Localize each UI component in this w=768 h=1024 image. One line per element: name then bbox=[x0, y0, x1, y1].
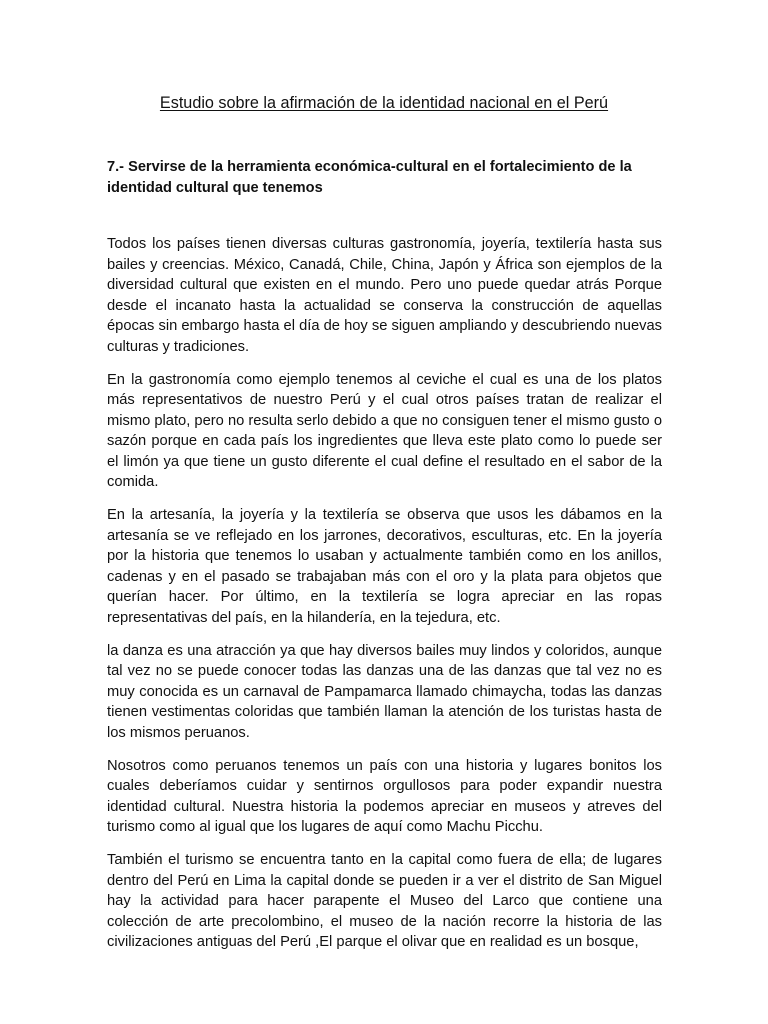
paragraph-intro: Todos los países tienen diversas culturas gastronomía, joyería, textilería hasta sus bailes y creencias. México, Canadá, Chile, China, Japón y África son ejemplos de la diversidad cultural que existen en el mundo. Pero uno puede quedar atrás Porque desde el incanato hasta la actualidad se conserva la construcción de aquellas épocas sin embargo hasta el día de hoy se siguen ampliando y descubriendo nuevas culturas y tradiciones. bbox=[107, 236, 662, 355]
document-body bbox=[107, 234, 662, 965]
section-heading: 7.- Servirse de la herramienta económica-cultural en el fortalecimiento de la identidad cultural que tenemos bbox=[107, 159, 632, 196]
document-title: Estudio sobre la afirmación de la identidad nacional en el Perú bbox=[159, 94, 609, 112]
paragraph-gastronomy: En la gastronomía como ejemplo tenemos al ceviche el cual es una de los platos más representativos de nuestro Perú y el cual otros países tratan de realizar el mismo plato, pero no resulta serlo debido a que no consiguen tener el mismo gusto o sazón porque en cada país los ingredientes que lleva este plato como lo puede ser el limón ya que tiene un gusto diferente el cual define el resultado en el sabor de la comida. bbox=[107, 371, 662, 490]
paragraph-dance: la danza es una atracción ya que hay diversos bailes muy lindos y coloridos, aunque tal vez no se puede conocer todas las danzas una de las danzas que tal vez no es muy conocida es un carnaval de Pampamarca llamado chimaycha, todas las danzas tienen vestimentas coloridas que también llaman la atención de los turistas hasta de los mismos peruanos. bbox=[107, 642, 662, 741]
paragraph-history: Nosotros como peruanos tenemos un país con una historia y lugares bonitos los cuales deberíamos cuidar y sentirnos orgullosos para poder expandir nuestra identidad cultural. Nuestra historia la podemos apreciar en museos y atreves del turismo como al igual que los lugares de aquí como Machu Picchu. bbox=[107, 757, 662, 835]
paragraph-crafts: En la artesanía, la joyería y la textilería se observa que usos les dábamos en la artesanía se ve reflejado en los jarrones, decorativos, esculturas, etc. En la joyería por la historia que tenemos lo usaban y actualmente también como en los anillos, cadenas y en el pasado se trabajaban más con el oro y la plata para objetos que querían hacer. Por último, en la textilería se logra apreciar en las ropas representativas del país, en la hilandería, en la tejedura, etc. bbox=[107, 507, 662, 626]
paragraph-tourism: También el turismo se encuentra tanto en la capital como fuera de ella; de lugares dentro del Perú en Lima la capital donde se pueden ir a ver el distrito de San Miguel hay la actividad para hacer parapente el Museo del Larco que contiene una colección de arte precolombino, el museo de la nación recorre la historia de las civilizaciones antiguas del Perú ,El parque el olivar que en realidad es un bosque, bbox=[107, 852, 662, 950]
